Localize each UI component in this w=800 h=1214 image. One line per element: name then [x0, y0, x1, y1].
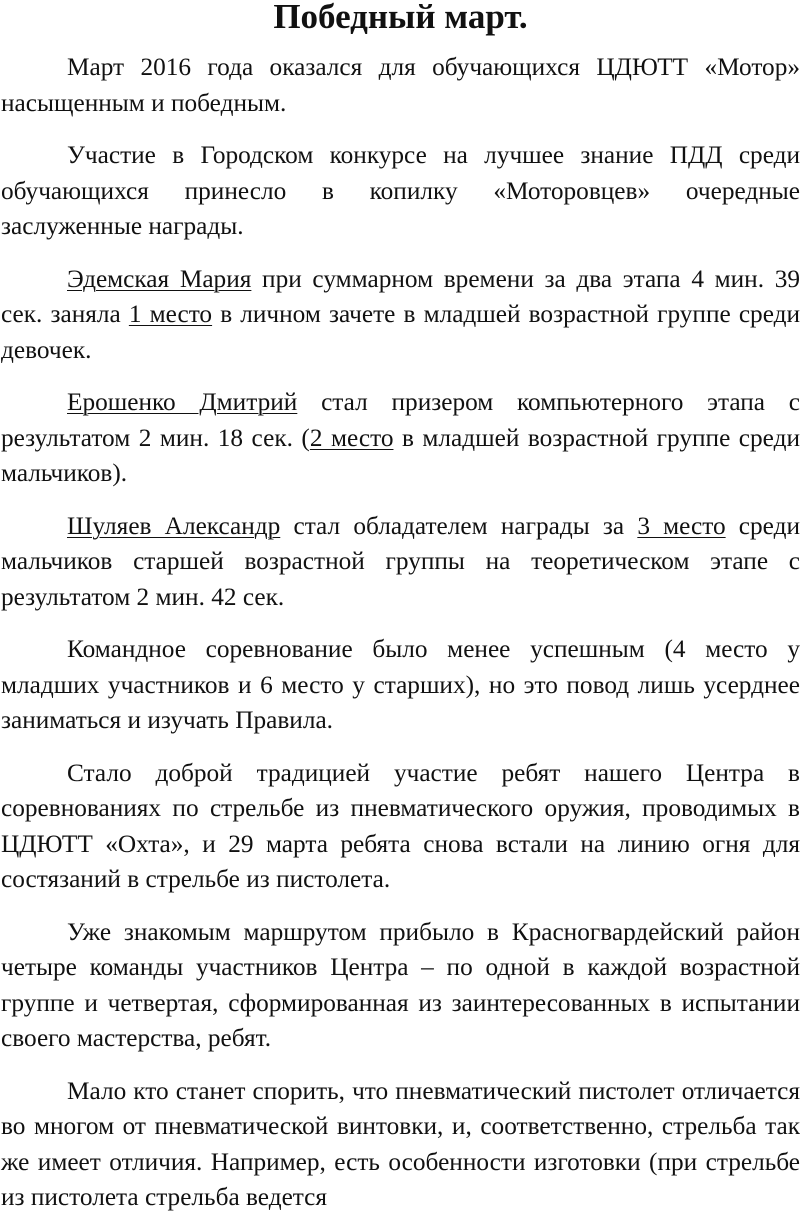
paragraph-text: стал обладателем награды за [280, 511, 638, 540]
participant-name: Эдемская Мария [67, 264, 252, 293]
paragraph-text: Уже знакомым маршрутом прибыло в Красногвардейский район четыре команды участников Центра – по одной в каждой возрастной группе и четвертая, сформированная из заинтересованных в испытании своего мастерства, ребят. [1, 917, 800, 1052]
paragraph-pistol [1, 1074, 800, 1214]
paragraph-text: при суммарном времени за два этапа 4 мин. 39 сек. заняла [1, 264, 800, 328]
paragraph-text: Мало кто станет спорить, что пневматический пистолет отличается во многом от пневматической винтовки, и, соответственно, стрельба так же имеет отличия. Например, есть особенности изготовки (при стрельбе из пистолета стрельба ведется [1, 1076, 800, 1211]
paragraph-text: в младшей возрастной группе среди мальчиков). [1, 423, 800, 487]
paragraph-text: в личном зачете в младшей возрастной группе среди девочек. [1, 300, 800, 364]
paragraph-shulyaev [1, 509, 800, 616]
paragraph-edemskaya [1, 262, 800, 369]
paragraph-teams [1, 915, 800, 1057]
paragraph-text: Стало доброй традицией участие ребят нашего Центра в соревнованиях по стрельбе из пневматического оружия, проводимых в ЦДЮТТ «Охта», и 29 марта ребята снова встали на линию огня для состязаний в стрельбе из пистолета. [1, 758, 800, 893]
document-title: Победный март. [273, 0, 528, 36]
paragraph-text: стал призером компьютерного этапа с результатом 2 мин. 18 сек. ( [1, 388, 800, 452]
paragraph-eroshenko [1, 385, 800, 492]
paragraph-intro [1, 50, 800, 121]
place-result: 1 место [128, 300, 213, 328]
participant-name: Ерошенко Дмитрий [67, 388, 298, 416]
paragraph-tradition [1, 756, 800, 898]
paragraph-text: среди мальчиков старшей возрастной группы на теоретическом этапе с результатом 2 мин. 42 сек. [1, 511, 800, 611]
paragraph-team [1, 632, 800, 739]
paragraph-text: Командное соревнование было менее успешным (4 место у младших участников и 6 место у старших), но это повод лишь усерднее заниматься и изучать Правила. [1, 635, 800, 734]
paragraph-text: Участие в Городском конкурсе на лучшее знание ПДД среди обучающихся принесло в копилку «Моторовцев» очередные заслуженные награды. [1, 141, 800, 240]
paragraph-contest [1, 138, 800, 245]
place-result: 3 место [637, 511, 726, 540]
paragraph-text: Март 2016 года оказался для обучающихся ЦДЮТТ «Мотор» насыщенным и победным. [1, 53, 800, 117]
participant-name: Шуляев Александр [67, 511, 281, 540]
place-result: 2 место [309, 423, 394, 452]
